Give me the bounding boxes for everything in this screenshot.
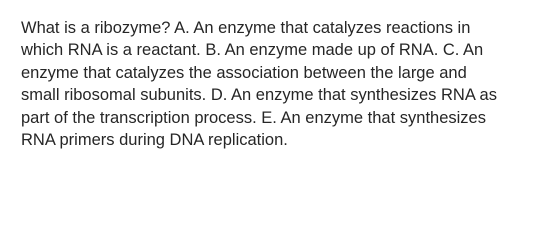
question-line: RNA primers during DNA replication. xyxy=(21,131,288,150)
question-text xyxy=(21,17,541,151)
question-line: which RNA is a reactant. B. An enzyme made up of RNA. C. An xyxy=(21,41,484,60)
question-line: part of the transcription process. E. An enzyme that synthesizes xyxy=(21,108,486,127)
question-line: enzyme that catalyzes the association between the large and xyxy=(21,63,467,82)
question-line: What is a ribozyme? A. An enzyme that catalyzes reactions in xyxy=(21,19,471,37)
question-line: small ribosomal subunits. D. An enzyme that synthesizes RNA as xyxy=(21,86,497,105)
